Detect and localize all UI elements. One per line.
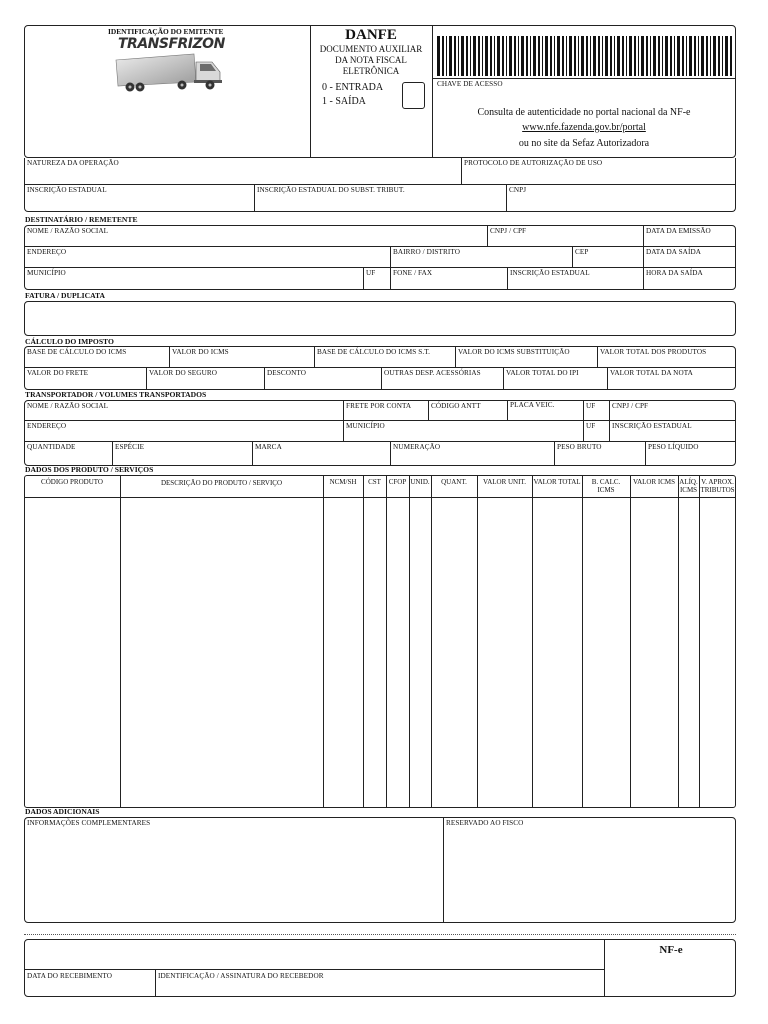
transp-antt-label: CÓDIGO ANTT xyxy=(431,402,481,410)
consulta-url[interactable]: www.nfe.fazenda.gov.br/portal xyxy=(522,122,646,133)
transp-ie-label: INSCRIÇÃO ESTADUAL xyxy=(612,422,692,430)
barcode-bar xyxy=(638,36,639,76)
dest-cnpj-label: CNPJ / CPF xyxy=(490,227,527,235)
entrada-saida-box[interactable] xyxy=(402,82,425,109)
column-divider xyxy=(678,475,679,808)
column-divider xyxy=(431,475,432,808)
column-divider xyxy=(363,475,364,808)
info-complementares-label: INFORMAÇÕES COMPLEMENTARES xyxy=(27,819,151,827)
barcode-bar xyxy=(593,36,596,76)
outras-desp-label: OUTRAS DESP. ACESSÓRIAS xyxy=(384,369,481,377)
column-divider xyxy=(120,475,121,808)
barcode-bar xyxy=(641,36,644,76)
column-header: CST xyxy=(368,478,381,486)
dest-hora-saida-label: HORA DA SAÍDA xyxy=(646,269,703,277)
barcode-bar xyxy=(490,36,492,76)
barcode-bar xyxy=(574,36,576,76)
ie-subst-label: INSCRIÇÃO ESTADUAL DO SUBST. TRIBUT. xyxy=(257,186,405,194)
column-header: V. APROX. TRIBUTOS xyxy=(700,478,735,494)
dest-data-saida-label: DATA DA SAÍDA xyxy=(646,248,702,256)
truck-icon xyxy=(112,52,232,94)
barcode-bar xyxy=(449,36,452,76)
barcode-bar xyxy=(650,36,651,76)
barcode-bar xyxy=(653,36,656,76)
barcode-bar xyxy=(677,36,680,76)
consulta-line-1: Consulta de autenticidade no portal nacional da NF-e xyxy=(477,107,691,118)
barcode-bar xyxy=(718,36,720,76)
barcode-bar xyxy=(566,36,567,76)
transportador-title: TRANSPORTADOR / VOLUMES TRANSPORTADOS xyxy=(25,390,207,399)
barcode-bar xyxy=(473,36,476,76)
barcode-bar xyxy=(706,36,708,76)
column-divider xyxy=(386,475,387,808)
barcode-bar xyxy=(506,36,507,76)
destinatario-title: DESTINATÁRIO / REMETENTE xyxy=(25,215,138,224)
valor-ipi-label: VALOR TOTAL DO IPI xyxy=(506,369,579,377)
barcode-bar xyxy=(665,36,668,76)
transp-cnpj-label: CNPJ / CPF xyxy=(612,402,649,410)
column-header: VALOR UNIT. xyxy=(483,478,526,486)
barcode-bar xyxy=(646,36,648,76)
base-icms-st-label: BASE DE CÁLCULO DO ICMS S.T. xyxy=(317,348,431,356)
barcode-bar xyxy=(502,36,504,76)
barcode-bar xyxy=(470,36,471,76)
company-logo-text: TRANSFRIZON xyxy=(118,36,225,52)
cnpj-label: CNPJ xyxy=(509,186,527,194)
transp-quantidade-label: QUANTIDADE xyxy=(27,443,76,451)
barcode-bar xyxy=(662,36,663,76)
adicionais-box xyxy=(24,817,736,923)
transp-peso-bruto-label: PESO BRUTO xyxy=(557,443,602,451)
barcode-bar xyxy=(509,36,512,76)
column-header: ALÍQ. ICMS xyxy=(679,478,698,494)
dest-data-emissao-label: DATA DA EMISSÃO xyxy=(646,227,711,235)
barcode-bar xyxy=(554,36,555,76)
transp-endereco-label: ENDEREÇO xyxy=(27,422,67,430)
column-divider xyxy=(582,475,583,808)
valor-icms-subst-label: VALOR DO ICMS SUBSTITUIÇÃO xyxy=(458,348,570,356)
barcode-bar xyxy=(454,36,456,76)
transp-numeracao-label: NUMERAÇÃO xyxy=(393,443,441,451)
barcode xyxy=(437,36,733,76)
dest-bairro-label: BAIRRO / DISTRITO xyxy=(393,248,461,256)
transp-placa-label: PLACA VEIC. xyxy=(510,401,555,409)
column-divider xyxy=(630,475,631,808)
valor-total-nota-label: VALOR TOTAL DA NOTA xyxy=(610,369,693,377)
doc-subtitle-2: DA NOTA FISCAL xyxy=(335,55,407,65)
barcode-bar xyxy=(466,36,468,76)
column-header: QUANT. xyxy=(441,478,467,486)
destinatario-box xyxy=(24,225,736,290)
barcode-bar xyxy=(437,36,440,76)
barcode-bar xyxy=(545,36,548,76)
barcode-bar xyxy=(533,36,536,76)
barcode-bar xyxy=(538,36,540,76)
barcode-bar xyxy=(689,36,692,76)
barcode-bar xyxy=(682,36,684,76)
transp-uf2-label: UF xyxy=(586,422,596,430)
barcode-bar xyxy=(569,36,572,76)
barcode-bar xyxy=(610,36,612,76)
barcode-bar xyxy=(590,36,591,76)
cut-line xyxy=(24,934,736,935)
fatura-title: FATURA / DUPLICATA xyxy=(25,291,106,300)
transp-municipio-label: MUNICÍPIO xyxy=(346,422,385,430)
dest-uf-label: UF xyxy=(366,269,376,277)
barcode-bar xyxy=(598,36,600,76)
entrada-label: 0 - ENTRADA xyxy=(322,82,384,93)
barcode-bar xyxy=(725,36,728,76)
imposto-title: CÁLCULO DO IMPOSTO xyxy=(25,337,114,346)
valor-total-produtos-label: VALOR TOTAL DOS PRODUTOS xyxy=(600,348,707,356)
column-header: NCM/SH xyxy=(329,478,357,486)
transp-uf-label: UF xyxy=(586,402,596,410)
column-divider xyxy=(409,475,410,808)
barcode-bar xyxy=(482,36,483,76)
barcode-bar xyxy=(581,36,584,76)
barcode-bar xyxy=(686,36,687,76)
barcode-bar xyxy=(518,36,519,76)
barcode-bar xyxy=(562,36,564,76)
emitente-info-box xyxy=(24,158,736,212)
barcode-bar xyxy=(658,36,660,76)
natureza-label: NATUREZA DA OPERAÇÃO xyxy=(27,159,119,167)
column-divider xyxy=(699,475,700,808)
barcode-bar xyxy=(586,36,588,76)
doc-subtitle-3: ELETRÔNICA xyxy=(342,66,400,76)
transp-marca-label: MARCA xyxy=(255,443,282,451)
barcode-bar xyxy=(521,36,524,76)
column-header: DESCRIÇÃO DO PRODUTO / SERVIÇO xyxy=(160,479,283,487)
barcode-bar xyxy=(550,36,552,76)
column-divider xyxy=(477,475,478,808)
column-divider xyxy=(532,475,533,808)
barcode-bar xyxy=(629,36,632,76)
column-header: B. CALC. ICMS xyxy=(591,478,621,494)
barcode-bar xyxy=(722,36,723,76)
transp-peso-liquido-label: PESO LÍQUIDO xyxy=(648,443,699,451)
column-header: CFOP xyxy=(388,478,407,486)
barcode-bar xyxy=(458,36,459,76)
barcode-bar xyxy=(478,36,480,76)
barcode-bar xyxy=(557,36,560,76)
barcode-bar xyxy=(461,36,464,76)
fatura-box xyxy=(24,301,736,336)
column-header: UNID. xyxy=(410,478,430,486)
saida-label: 1 - SAÍDA xyxy=(322,96,366,107)
column-divider xyxy=(323,475,324,808)
barcode-bar xyxy=(542,36,543,76)
dest-nome-label: NOME / RAZÃO SOCIAL xyxy=(27,227,109,235)
barcode-bar xyxy=(494,36,495,76)
assinatura-recebedor-label: IDENTIFICAÇÃO / ASSINATURA DO RECEBEDOR xyxy=(158,972,324,980)
barcode-bar xyxy=(710,36,711,76)
transp-nome-label: NOME / RAZÃO SOCIAL xyxy=(27,402,109,410)
valor-frete-label: VALOR DO FRETE xyxy=(27,369,89,377)
base-icms-label: BASE DE CÁLCULO DO ICMS xyxy=(27,348,127,356)
adicionais-title: DADOS ADICIONAIS xyxy=(25,807,100,816)
chave-acesso-label: CHAVE DE ACESSO xyxy=(437,80,503,88)
dest-fone-label: FONE / FAX xyxy=(393,269,433,277)
doc-subtitle-1: DOCUMENTO AUXILIAR xyxy=(319,44,423,54)
data-recebimento-label: DATA DO RECEBIMENTO xyxy=(27,972,113,980)
barcode-bar xyxy=(713,36,716,76)
barcode-bar xyxy=(622,36,624,76)
barcode-bar xyxy=(617,36,620,76)
barcode-bar xyxy=(674,36,675,76)
produtos-title: DADOS DOS PRODUTO / SERVIÇOS xyxy=(25,465,154,474)
nfe-label: NF-e xyxy=(659,944,683,956)
barcode-bar xyxy=(634,36,636,76)
barcode-bar xyxy=(670,36,672,76)
barcode-bar xyxy=(497,36,500,76)
company-logo xyxy=(112,36,232,94)
consulta-line-2: ou no site da Sefaz Autorizadora xyxy=(518,138,650,149)
barcode-bar xyxy=(526,36,528,76)
barcode-bar xyxy=(698,36,699,76)
column-header: VALOR ICMS xyxy=(632,478,676,486)
barcode-bar xyxy=(442,36,444,76)
transp-especie-label: ESPÉCIE xyxy=(115,443,145,451)
dest-endereco-label: ENDEREÇO xyxy=(27,248,67,256)
ie-label: INSCRIÇÃO ESTADUAL xyxy=(27,186,107,194)
column-header: CÓDIGO PRODUTO xyxy=(41,478,103,486)
barcode-bar xyxy=(578,36,579,76)
valor-seguro-label: VALOR DO SEGURO xyxy=(149,369,218,377)
emitter-title: IDENTIFICAÇÃO DO EMITENTE xyxy=(108,27,224,36)
barcode-bar xyxy=(605,36,608,76)
barcode-bar xyxy=(602,36,603,76)
reservado-fisco-label: RESERVADO AO FISCO xyxy=(446,819,524,827)
dest-ie-label: INSCRIÇÃO ESTADUAL xyxy=(510,269,590,277)
barcode-bar xyxy=(626,36,627,76)
barcode-bar xyxy=(701,36,704,76)
barcode-bar xyxy=(530,36,531,76)
transp-frete-label: FRETE POR CONTA xyxy=(346,402,412,410)
desconto-label: DESCONTO xyxy=(267,369,307,377)
barcode-bar xyxy=(485,36,488,76)
barcode-bar xyxy=(614,36,615,76)
barcode-bar xyxy=(730,36,732,76)
dest-cep-label: CEP xyxy=(575,248,589,256)
barcode-bar xyxy=(446,36,447,76)
danfe-title: DANFE xyxy=(345,27,397,43)
barcode-bar xyxy=(514,36,516,76)
dest-municipio-label: MUNICÍPIO xyxy=(27,269,66,277)
protocolo-label: PROTOCOLO DE AUTORIZAÇÃO DE USO xyxy=(464,159,603,167)
column-header: VALOR TOTAL xyxy=(533,478,581,486)
barcode-bar xyxy=(694,36,696,76)
valor-icms-label: VALOR DO ICMS xyxy=(172,348,229,356)
